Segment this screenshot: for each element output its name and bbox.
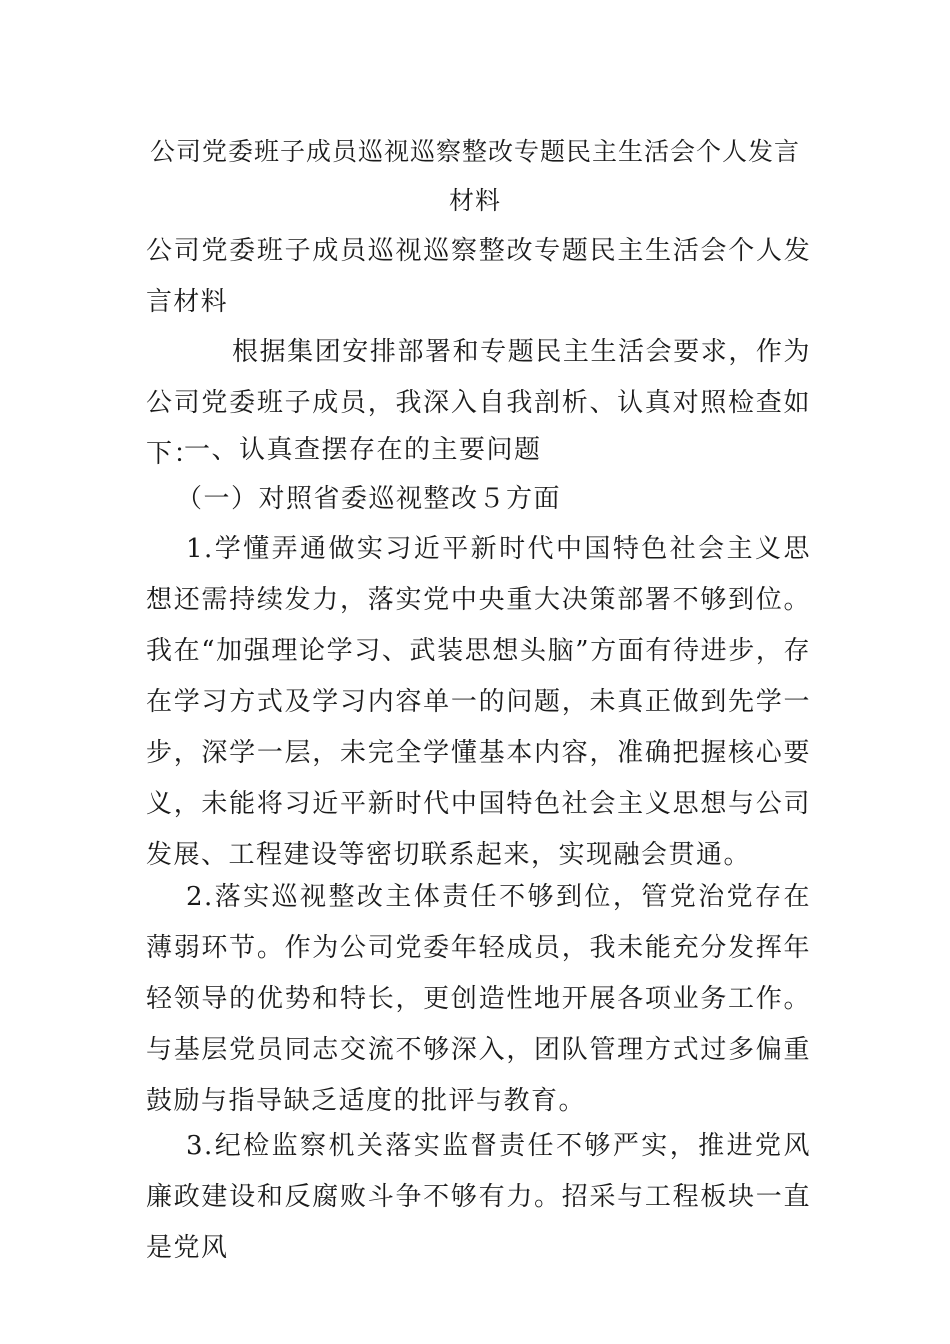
intro-paragraph: 根据集团安排部署和专题民主生活会要求，作为公司党委班子成员，我深入自我剖析、认真对照检查如下： (146, 337, 811, 469)
document-title-line2: 材料 (448, 186, 501, 215)
section-heading-2: （一）对照省委巡视整改５方面 (176, 484, 562, 514)
paragraph-item-3: 3.纪检监察机关落实监督责任不够严实，推进党风廉政建设和反腐败斗争不够有力。招采与工程板块一直是党风 (146, 1131, 811, 1263)
document-subtitle: 公司党委班子成员巡视巡察整改专题民主生活会个人发言材料 (146, 236, 811, 317)
section-heading-1: 一、认真查摆存在的主要问题 (184, 435, 542, 465)
paragraph-item-1: 1.学懂弄通做实习近平新时代中国特色社会主义思想还需持续发力，落实党中央重大决策部署不够到位。我在“加强理论学习、武装思想头脑”方面有待进步，存在学习方式及学习内容单一的问题，未真正做到先学一步，深学一层，未完全学懂基本内容，准确把握核心要义，未能将习近平新时代中国特色社会主义思想与公司发展、工程建设等密切联系起来，实现融会贯通。 (146, 534, 811, 870)
document-title-line1: 公司党委班子成员巡视巡察整改专题民主生活会个人发言 (149, 137, 800, 166)
paragraph-item-2: 2.落实巡视整改主体责任不够到位，管党治党存在薄弱环节。作为公司党委年轻成员，我未能充分发挥年轻领导的优势和特长，更创造性地开展各项业务工作。与基层党员同志交流不够深入，团队管理方式过多偏重鼓励与指导缺乏适度的批评与教育。 (146, 882, 811, 1116)
